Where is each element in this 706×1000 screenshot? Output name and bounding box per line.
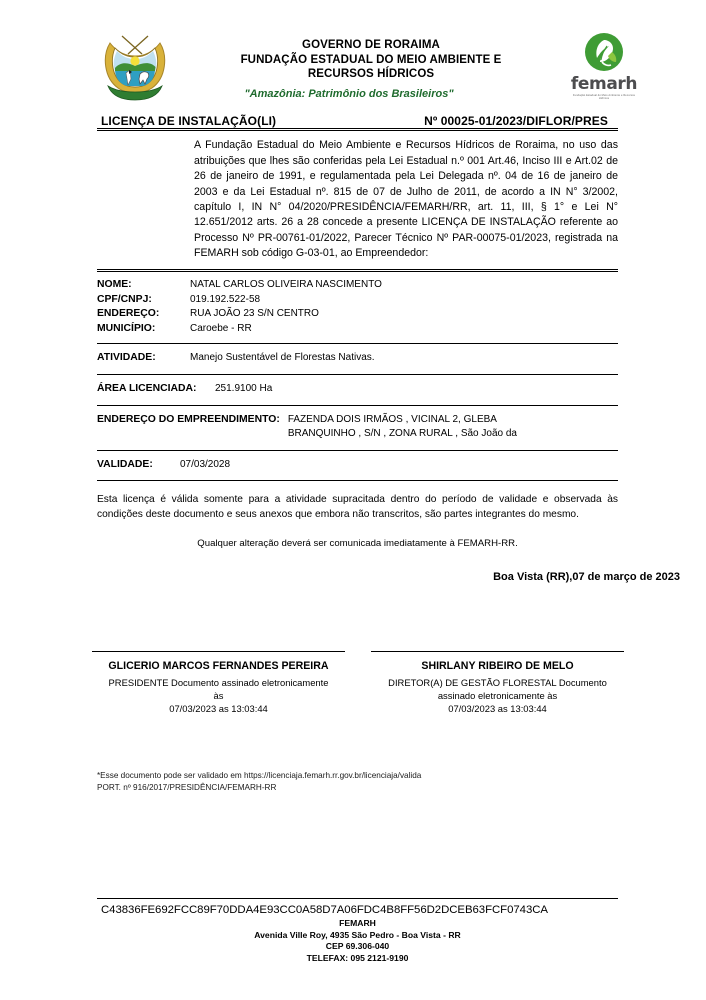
validity-row <box>97 451 618 481</box>
enterprise-address-row <box>97 406 618 450</box>
femarh-logo <box>568 30 640 101</box>
header-line-3: RECURSOS HÍDRICOS <box>307 68 435 80</box>
field-label-area-licenciada: ÁREA LICENCIADA: <box>97 383 197 394</box>
institution-tagline: "Amazônia: Patrimônio dos Brasileiros" <box>244 88 454 100</box>
footer-agency-name: FEMARH <box>339 918 376 929</box>
table-row <box>97 322 618 337</box>
field-label-nome: NOME: <box>97 279 132 291</box>
enterprise-address-line-2: BRANQUINHO , S/N , ZONA RURAL , São João da <box>287 428 517 440</box>
place-and-date: Boa Vista (RR),07 de março de 2023 <box>493 571 680 584</box>
license-type-title: LICENÇA DE INSTALAÇÃO(LI) <box>101 114 277 128</box>
signatory-name: SHIRLANY RIBEIRO DE MELO <box>421 660 574 673</box>
signatory-role-line-2: às <box>213 690 224 702</box>
table-row <box>97 278 618 293</box>
validation-url-line: *Esse documento pode ser validado em https://licenciaja.femarh.rr.gov.br/licenciaja/valida <box>97 771 422 781</box>
validation-note <box>0 715 706 794</box>
footer-postal-code: CEP 69.306-040 <box>325 941 390 952</box>
document-hash-code: C43836FE692FCC89F70DDA4E93CC0A58D7A06FDC4B8FF56D2DCEB63FCF0743CA <box>101 904 548 917</box>
field-value-atividade: Manejo Sustentável de Florestas Nativas. <box>190 352 375 364</box>
signature-forest-director <box>371 651 624 715</box>
enterprise-address-line-1: FAZENDA DOIS IRMÃOS , VICINAL 2, GLEBA <box>287 413 497 425</box>
signatory-role-line-1: DIRETOR(A) DE GESTÃO FLORESTAL Documento <box>388 677 607 689</box>
femarh-wordmark: femarh <box>570 74 638 94</box>
validation-portaria-line: PORT. nº 916/2017/PRESIDÊNCIA/FEMARH-RR <box>97 783 277 793</box>
field-value-nome: NATAL CARLOS OLIVEIRA NASCIMENTO <box>190 279 382 291</box>
license-data-block <box>0 272 706 481</box>
femarh-logo-subtitle: Fundação Estadual do Meio Ambiente e Recursos Hídricos <box>572 94 636 101</box>
footer-telefax: TELEFAX: 095 2121-9190 <box>306 952 409 963</box>
field-value-endereco: RUA JOÃO 23 S/N CENTRO <box>190 308 319 320</box>
signature-president <box>92 651 345 715</box>
signatory-timestamp: 07/03/2023 as 13:03:44 <box>448 703 547 715</box>
notes-paragraph: Esta licença é válida somente para a atividade supracitada dentro do período de validade e observada às condições deste documento e seus anexos que embora não transcritos, são partes integrantes do mesmo. <box>97 494 618 520</box>
license-title-row <box>0 100 706 128</box>
activity-row <box>97 344 618 374</box>
field-value-validade: 07/03/2028 <box>180 458 231 470</box>
signatory-role-line-1: PRESIDENTE Documento assinado eletronicamente <box>108 677 329 689</box>
field-label-cpf-cnpj: CPF/CNPJ: <box>97 293 152 305</box>
field-value-municipio: Caroebe - RR <box>190 322 252 334</box>
header-org-titles <box>174 30 568 82</box>
header-line-1: GOVERNO DE RORAIMA <box>302 39 440 51</box>
field-label-endereco: ENDEREÇO: <box>97 308 160 320</box>
document-footer <box>0 898 706 964</box>
footer-address: Avenida Ville Roy, 4935 São Pedro - Boa Vista - RR <box>254 929 461 940</box>
field-value-endereco-empreendimento <box>288 413 517 442</box>
signature-block <box>0 583 706 715</box>
license-number: Nº 00025-01/2023/DIFLOR/PRES <box>424 114 608 128</box>
signatory-timestamp: 07/03/2023 as 13:03:44 <box>169 703 268 715</box>
femarh-leaf-logo-icon <box>568 32 640 75</box>
preamble-paragraph: A Fundação Estadual do Meio Ambiente e Recursos Hídricos de Roraima, no uso das atribuições que lhes são conferidas pela Lei Estadual n.º 001 Art.46, Inciso III e Art.02 de 26 de janeiro de 1991, e regulamentada pela Lei Delegada nº. 04 de 16 de janeiro de 2003 e da Lei Estadual nº. 815 de 07 de Julho de 2011, de acordo a IN N° 3/2002, capítulo I, IN N° 04/2020/PRESIDÊNCIA/FEMARH/RR, art. 11, III, § 1° e Lei N° 12.651/2012 arts. 26 a 28 concede a presente LICENÇA DE INSTALAÇÃO referente ao Processo Nº PR-00761-01/2022, Parecer Técnico Nº PAR-00075-01/2023, registrada na FEMARH sob código G-03-01, ao Empreendedor: <box>194 139 618 260</box>
signatory-role-line-2: assinado eletronicamente às <box>437 690 558 702</box>
field-label-municipio: MUNICÍPIO: <box>97 322 156 334</box>
license-notes <box>0 481 706 551</box>
entrepreneur-details <box>97 272 618 343</box>
signatory-name: GLICERIO MARCOS FERNANDES PEREIRA <box>108 660 329 673</box>
notes-centered-remark: Qualquer alteração deverá ser comunicada imediatamente à FEMARH-RR. <box>197 537 518 549</box>
header-line-2: FUNDAÇÃO ESTADUAL DO MEIO AMBIENTE E <box>240 53 502 66</box>
field-label-endereco-empreendimento: ENDEREÇO DO EMPREENDIMENTO: <box>97 413 280 425</box>
roraima-coat-of-arms-icon <box>96 30 174 102</box>
table-row <box>97 293 618 308</box>
field-value-cpf-cnpj: 019.192.522-58 <box>190 293 261 305</box>
signatory-role <box>371 676 624 715</box>
field-label-atividade: ATIVIDADE: <box>97 352 156 364</box>
signatory-role <box>92 676 345 715</box>
table-row <box>97 307 618 322</box>
field-value-area-licenciada: 251.9100 Ha <box>215 383 273 394</box>
licensed-area-row <box>97 375 618 405</box>
field-label-validade: VALIDADE: <box>97 458 153 470</box>
